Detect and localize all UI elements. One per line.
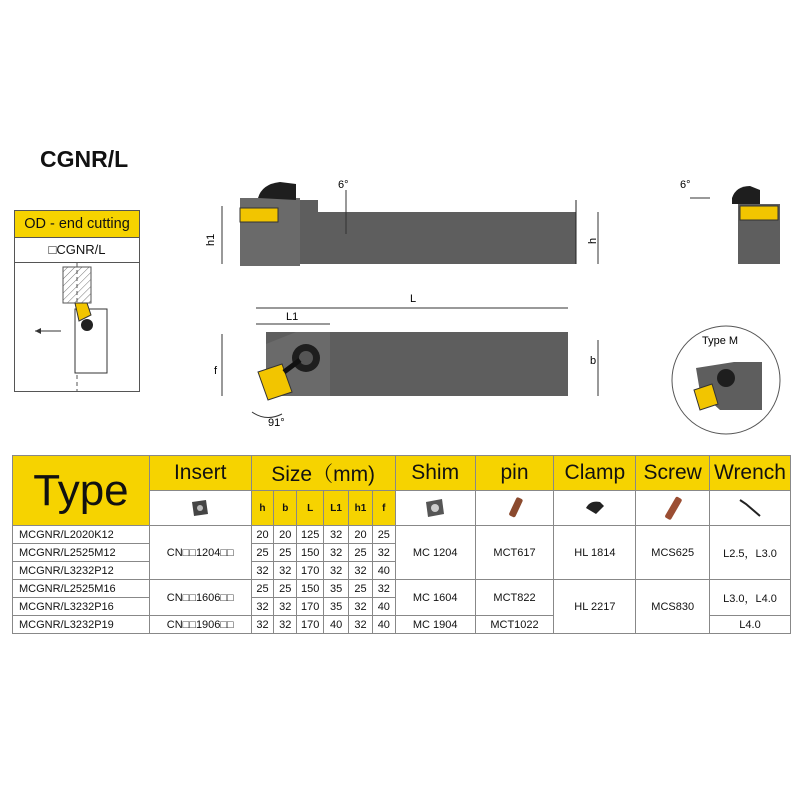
top-screw bbox=[299, 351, 313, 365]
clamp-cell: HL 1814 bbox=[554, 526, 636, 580]
size-cell: 170 bbox=[297, 616, 324, 634]
size-cell: 32 bbox=[324, 562, 349, 580]
model-cell: MCGNR/L2020K12 bbox=[13, 526, 150, 544]
clamp-cell: HL 2217 bbox=[554, 580, 636, 634]
size-cell: 32 bbox=[324, 544, 349, 562]
model-cell: MCGNR/L3232P12 bbox=[13, 562, 150, 580]
size-col-h1: h1 bbox=[349, 491, 373, 526]
size-cell: 32 bbox=[349, 616, 373, 634]
screw-cell: MCS830 bbox=[636, 580, 710, 634]
size-cell: 25 bbox=[274, 544, 297, 562]
label-f: f bbox=[214, 365, 218, 377]
header-type: Type bbox=[13, 456, 150, 526]
size-cell: 20 bbox=[274, 526, 297, 544]
size-cell: 32 bbox=[349, 598, 373, 616]
size-cell: 20 bbox=[349, 526, 373, 544]
label-angle-6-b: 6° bbox=[680, 179, 691, 191]
size-cell: 32 bbox=[274, 562, 297, 580]
size-cell: 35 bbox=[324, 580, 349, 598]
size-cell: 150 bbox=[297, 544, 324, 562]
size-cell: 40 bbox=[324, 616, 349, 634]
side-insert bbox=[240, 208, 278, 222]
size-cell: 40 bbox=[372, 616, 395, 634]
size-cell: 25 bbox=[251, 580, 274, 598]
size-col-b: b bbox=[274, 491, 297, 526]
header-insert: Insert bbox=[149, 456, 251, 491]
page-title: CGNR/L bbox=[40, 146, 129, 172]
end-clamp bbox=[732, 186, 760, 204]
size-cell: 40 bbox=[372, 562, 395, 580]
pin-cell: MCT617 bbox=[475, 526, 554, 580]
size-cell: 32 bbox=[251, 616, 274, 634]
size-cell: 40 bbox=[372, 598, 395, 616]
od-box-subtitle: □CGNR/L bbox=[15, 238, 139, 263]
size-col-L1: L1 bbox=[324, 491, 349, 526]
size-cell: 32 bbox=[372, 544, 395, 562]
size-col-h: h bbox=[251, 491, 274, 526]
label-angle-6-a: 6° bbox=[338, 179, 349, 191]
size-cell: 32 bbox=[324, 526, 349, 544]
wrench-cell: L3.0，L4.0 bbox=[710, 580, 791, 616]
size-cell: 32 bbox=[349, 562, 373, 580]
size-cell: 25 bbox=[349, 544, 373, 562]
header-size: Size（mm) bbox=[251, 456, 395, 491]
insert-cell: CN□□1204□□ bbox=[149, 526, 251, 580]
size-cell: 170 bbox=[297, 598, 324, 616]
pin-cell: MCT1022 bbox=[475, 616, 554, 634]
top-view bbox=[222, 308, 598, 418]
label-h1: h1 bbox=[205, 233, 217, 246]
table-row bbox=[13, 526, 791, 544]
clamp-icon bbox=[554, 491, 636, 526]
model-cell: MCGNR/L2525M16 bbox=[13, 580, 150, 598]
label-L: L bbox=[410, 293, 417, 305]
size-cell: 32 bbox=[274, 598, 297, 616]
side-notch bbox=[300, 200, 576, 212]
shim-cell: MC 1204 bbox=[395, 526, 475, 580]
label-L1: L1 bbox=[286, 311, 299, 323]
end-view bbox=[690, 186, 780, 264]
pin-icon bbox=[475, 491, 554, 526]
spec-table bbox=[12, 455, 791, 634]
size-cell: 125 bbox=[297, 526, 324, 544]
size-cell: 25 bbox=[349, 580, 373, 598]
size-cell: 25 bbox=[251, 544, 274, 562]
size-cell: 170 bbox=[297, 562, 324, 580]
od-box-header: OD - end cutting bbox=[15, 211, 139, 238]
shim-cell: MC 1904 bbox=[395, 616, 475, 634]
size-cell: 32 bbox=[251, 598, 274, 616]
side-clamp bbox=[258, 182, 296, 200]
insert-cell: CN□□1606□□ bbox=[149, 580, 251, 616]
header-wrench: Wrench bbox=[710, 456, 791, 491]
size-cell: 25 bbox=[372, 526, 395, 544]
size-cell: 32 bbox=[372, 580, 395, 598]
insert-icon bbox=[149, 491, 251, 526]
size-col-L: L bbox=[297, 491, 324, 526]
detail-pin bbox=[717, 369, 735, 387]
size-cell: 20 bbox=[251, 526, 274, 544]
header-shim: Shim bbox=[395, 456, 475, 491]
header-pin: pin bbox=[475, 456, 554, 491]
size-cell: 32 bbox=[251, 562, 274, 580]
wrench-cell: L4.0 bbox=[710, 616, 791, 634]
size-cell: 35 bbox=[324, 598, 349, 616]
header-clamp: Clamp bbox=[554, 456, 636, 491]
label-angle-91: 91° bbox=[268, 417, 285, 429]
end-cutout bbox=[708, 204, 738, 264]
wrench-cell: L2.5，L3.0 bbox=[710, 526, 791, 580]
shim-cell: MC 1604 bbox=[395, 580, 475, 616]
label-type-m: Type M bbox=[702, 335, 739, 347]
size-col-f: f bbox=[372, 491, 395, 526]
label-b: b bbox=[590, 355, 597, 367]
size-cell: 150 bbox=[297, 580, 324, 598]
size-cell: 32 bbox=[274, 616, 297, 634]
model-cell: MCGNR/L3232P16 bbox=[13, 598, 150, 616]
model-cell: MCGNR/L3232P19 bbox=[13, 616, 150, 634]
screw-icon bbox=[636, 491, 710, 526]
label-h: h bbox=[587, 237, 599, 244]
size-cell: 25 bbox=[274, 580, 297, 598]
screw-cell: MCS625 bbox=[636, 526, 710, 580]
shim-icon bbox=[395, 491, 475, 526]
wrench-icon bbox=[710, 491, 791, 526]
end-insert bbox=[740, 206, 778, 220]
header-screw: Screw bbox=[636, 456, 710, 491]
side-view bbox=[222, 182, 598, 266]
model-cell: MCGNR/L2525M12 bbox=[13, 544, 150, 562]
table-row bbox=[13, 580, 791, 598]
pin-cell: MCT822 bbox=[475, 580, 554, 616]
insert-cell: CN□□1906□□ bbox=[149, 616, 251, 634]
